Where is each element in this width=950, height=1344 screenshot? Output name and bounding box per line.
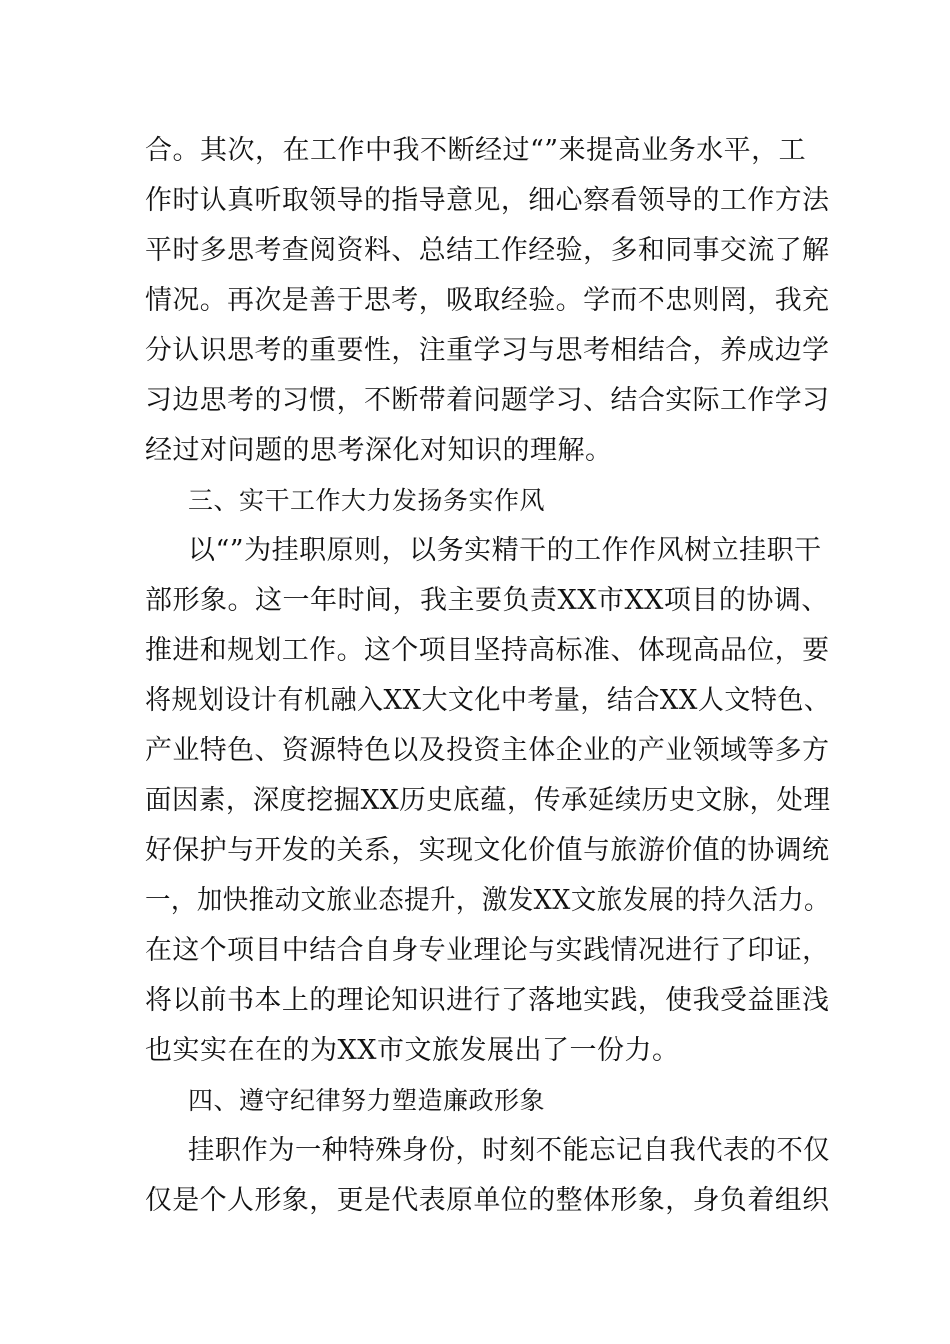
section-heading-3: 三、实干工作大力发扬务实作风	[188, 486, 546, 515]
paragraph-line: 推进和规划工作。这个项目坚持高标准、体现高品位，要	[145, 635, 830, 666]
paragraph-line: 产业特色、资源特色以及投资主体企业的产业领域等多方	[145, 735, 830, 766]
paragraph-line: 一，加快推动文旅业态提升，激发XX文旅发展的持久活力。	[145, 885, 830, 916]
paragraph-line: 合。其次，在工作中我不断经过“”来提高业务水平，工	[145, 135, 807, 166]
paragraph-line: 将以前书本上的理论知识进行了落地实践，使我受益匪浅	[145, 985, 830, 1016]
paragraph-line: 经过对问题的思考深化对知识的理解。	[145, 435, 613, 466]
paragraph-line: 将规划设计有机融入XX大文化中考量，结合XX人文特色、	[145, 685, 831, 716]
paragraph-line: 分认识思考的重要性，注重学习与思考相结合，养成边学	[145, 335, 830, 366]
paragraph-line: 情况。再次是善于思考，吸取经验。学而不忠则罔，我充	[145, 285, 830, 316]
paragraph-line: 挂职作为一种特殊身份，时刻不能忘记自我代表的不仅	[188, 1135, 830, 1166]
paragraph-line: 面因素，深度挖掘XX历史底蕴，传承延续历史文脉，处理	[145, 785, 831, 816]
paragraph-line: 也实实在在的为XX市文旅发展出了一份力。	[145, 1035, 680, 1066]
paragraph-line: 以“”为挂职原则，以务实精干的工作作风树立挂职干	[188, 535, 822, 566]
paragraph-line: 平时多思考查阅资料、总结工作经验，多和同事交流了解	[145, 235, 830, 266]
section-heading-4: 四、遵守纪律努力塑造廉政形象	[188, 1086, 546, 1115]
paragraph-line: 好保护与开发的关系，实现文化价值与旅游价值的协调统	[145, 835, 830, 866]
paragraph-line: 习边思考的习惯，不断带着问题学习、结合实际工作学习	[145, 385, 830, 416]
paragraph-line: 作时认真听取领导的指导意见，细心察看领导的工作方法	[145, 185, 830, 216]
paragraph-line: 仅是个人形象，更是代表原单位的整体形象，身负着组织	[145, 1185, 830, 1216]
paragraph-line: 在这个项目中结合自身专业理论与实践情况进行了印证，	[145, 935, 830, 966]
paragraph-line: 部形象。这一年时间，我主要负责XX市XX项目的协调、	[145, 585, 829, 616]
